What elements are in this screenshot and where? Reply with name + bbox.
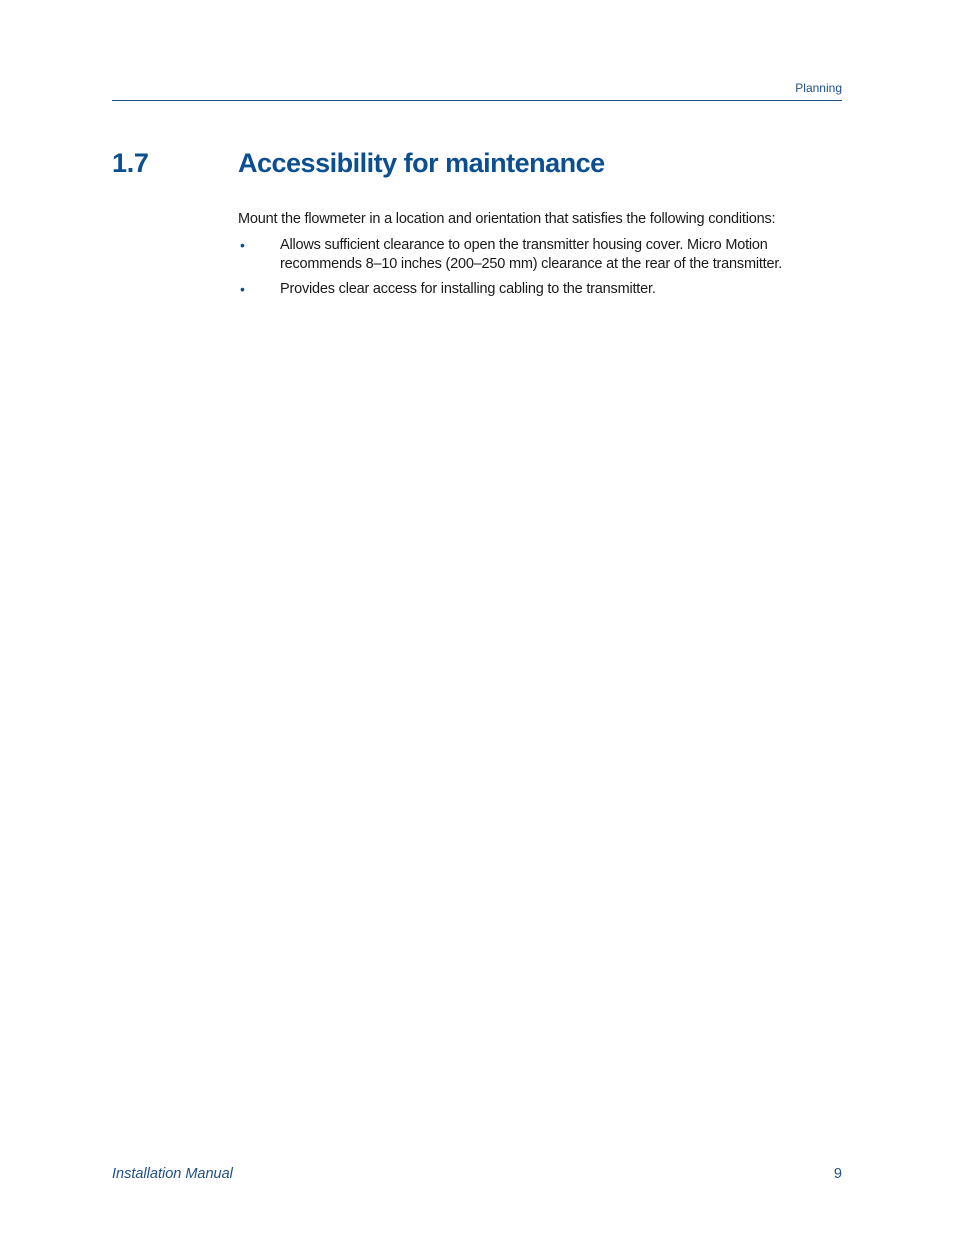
bullet-icon: • <box>240 281 245 297</box>
list-item <box>238 280 842 299</box>
running-header: Planning <box>795 81 842 95</box>
list-item-text: Provides clear access for installing cabling to the transmitter. <box>280 281 656 297</box>
list-item <box>238 236 842 274</box>
intro-paragraph: Mount the flowmeter in a location and orientation that satisfies the following conditions: <box>238 211 776 227</box>
footer-manual-title: Installation Manual <box>112 1166 233 1182</box>
list-item-text: Allows sufficient clearance to open the transmitter housing cover. Micro Motion recommends 8–10 inches (200–250 mm) clearance at the rear of the transmitter. <box>280 237 783 272</box>
page-number: 9 <box>833 1166 842 1182</box>
bullet-icon: • <box>240 237 245 253</box>
header-divider <box>112 100 842 101</box>
section-number: 1.7 <box>112 148 149 178</box>
conditions-list <box>238 236 842 305</box>
section-title: Accessibility for maintenance <box>238 148 605 178</box>
